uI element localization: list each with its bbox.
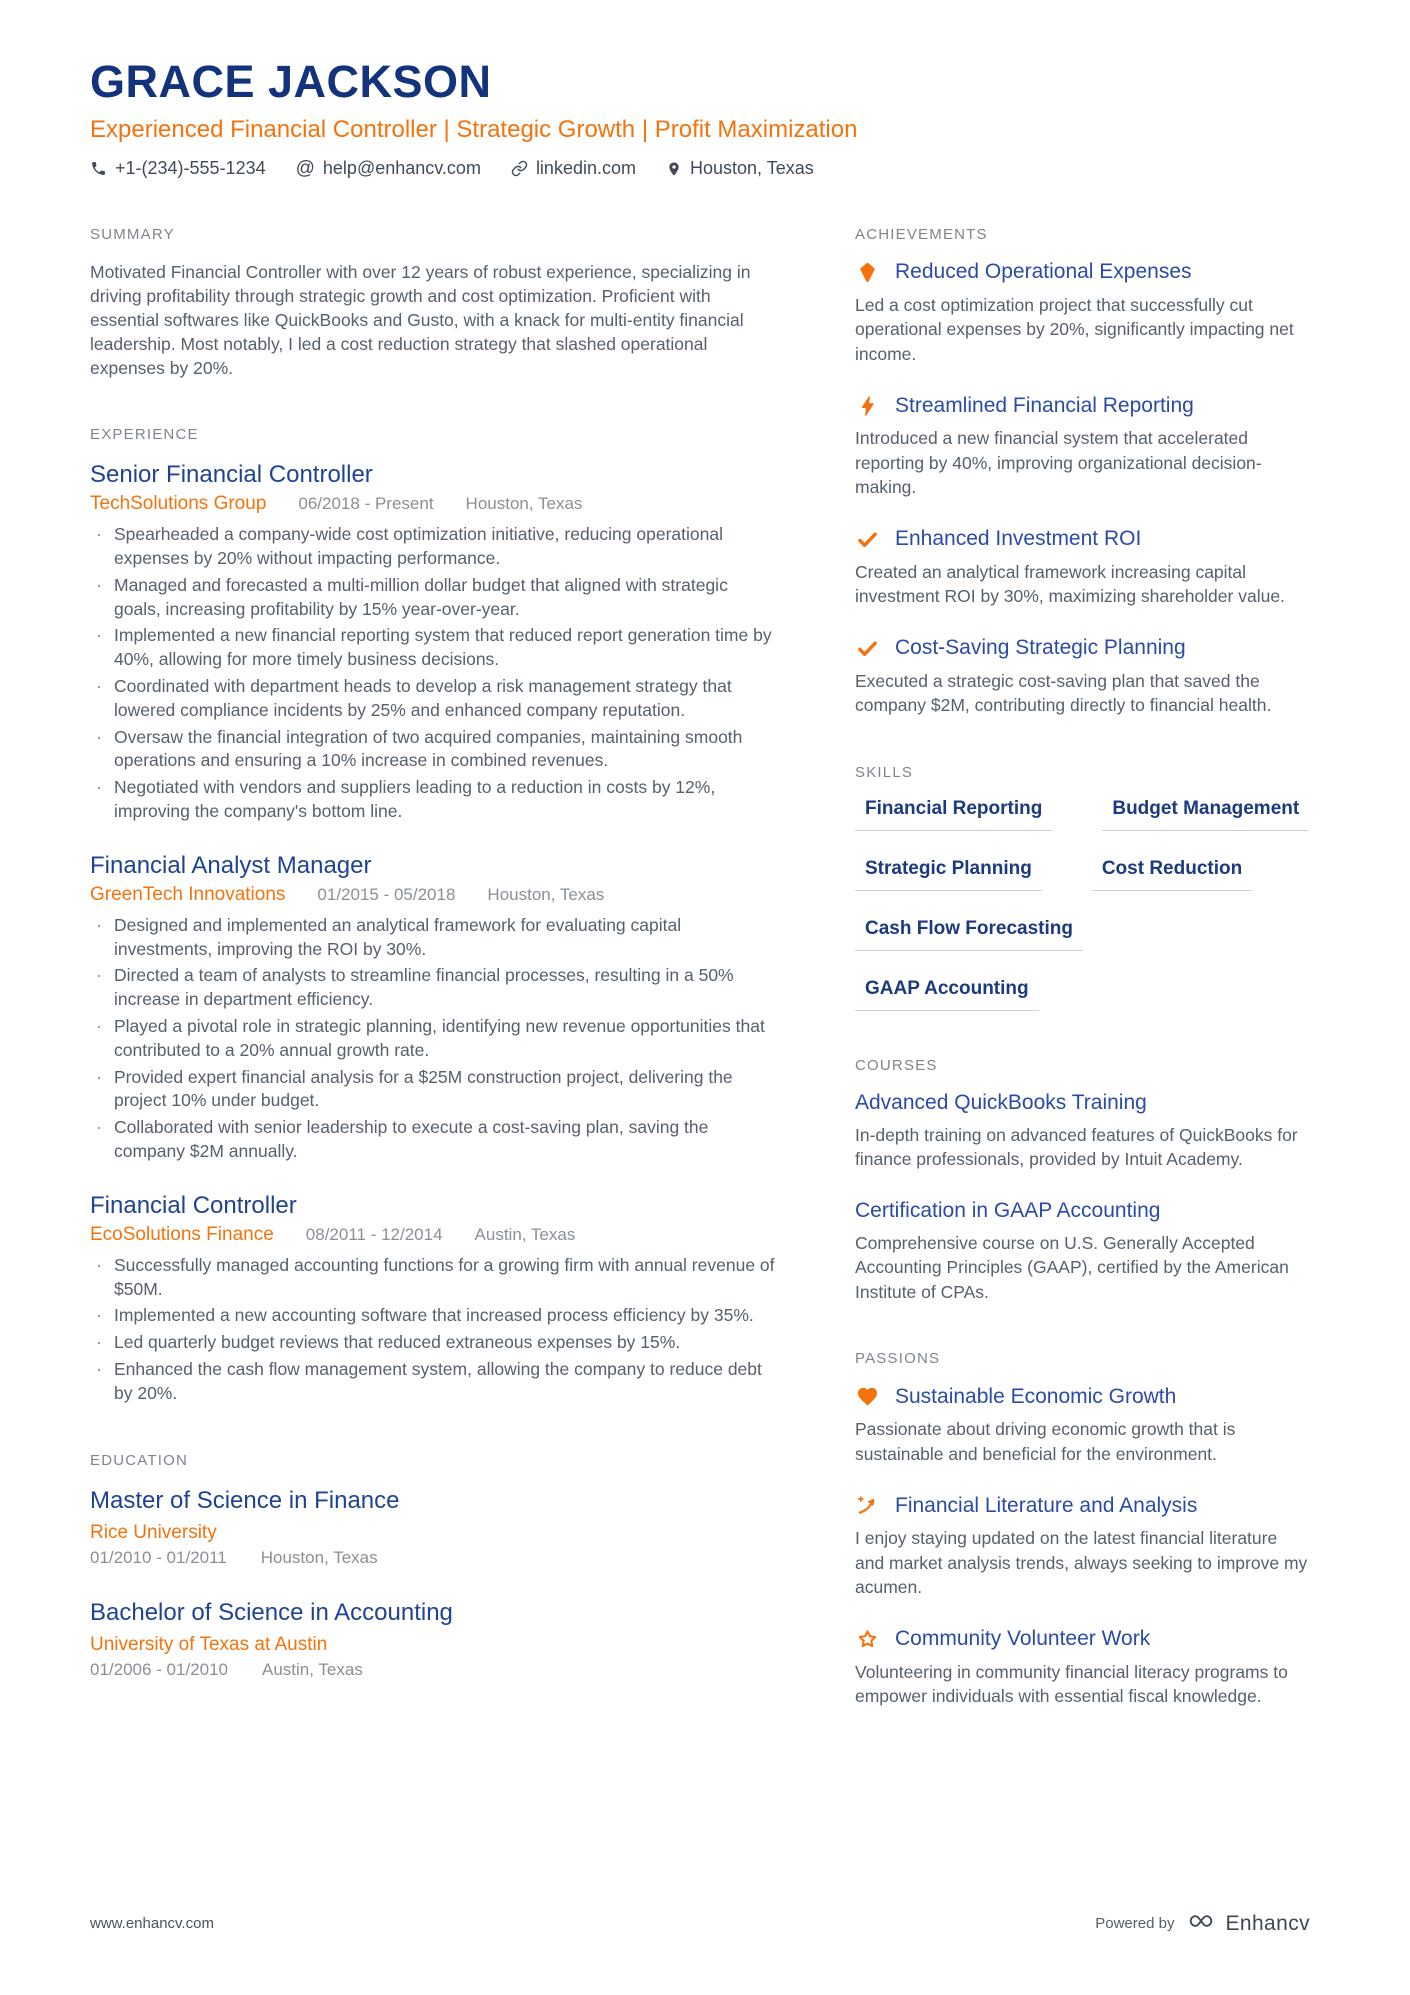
skills-list bbox=[855, 798, 1310, 1011]
education-entry bbox=[90, 1486, 777, 1568]
job-bullet: · Managed and forecasted a multi-million dollar budget that aligned with strategic goals, increasing profitability by 15% year-over-year. bbox=[90, 574, 777, 622]
experience-section bbox=[90, 426, 777, 1405]
achievements-label: ACHIEVEMENTS bbox=[855, 225, 988, 243]
achievement-item bbox=[855, 527, 1310, 609]
passion-title: Financial Literature and Analysis bbox=[895, 1493, 1198, 1517]
email-address: help@enhancv.com bbox=[322, 158, 481, 179]
skill-tag: Cost Reduction bbox=[1092, 858, 1252, 891]
course-title: Advanced QuickBooks Training bbox=[855, 1090, 1147, 1114]
at-icon: @ bbox=[295, 157, 315, 179]
education-label: EDUCATION bbox=[90, 1451, 189, 1469]
job-meta bbox=[90, 884, 777, 906]
achievement-text: Introduced a new financial system that accelerated reporting by 40%, improving organizational decision-making. bbox=[855, 428, 1262, 498]
company-name: TechSolutions Group bbox=[90, 493, 267, 515]
school-dates: 01/2006 - 01/2010 bbox=[90, 1659, 229, 1679]
education-section bbox=[90, 1452, 777, 1680]
gem-icon bbox=[855, 260, 880, 285]
achievement-title: Streamlined Financial Reporting bbox=[895, 393, 1194, 417]
passions-label: PASSIONS bbox=[855, 1350, 941, 1368]
check-icon bbox=[855, 636, 880, 661]
job-dates: 06/2018 - Present bbox=[298, 494, 434, 514]
school-name: Rice University bbox=[90, 1521, 217, 1543]
course-title: Certification in GAAP Accounting bbox=[855, 1198, 1161, 1222]
degree-title: Master of Science in Finance bbox=[90, 1486, 400, 1514]
company-name: EcoSolutions Finance bbox=[90, 1223, 274, 1245]
passion-text: Volunteering in community financial literacy programs to empower individuals with essential fiscal knowledge. bbox=[855, 1661, 1288, 1707]
passion-title: Sustainable Economic Growth bbox=[895, 1384, 1177, 1408]
achievement-text: Executed a strategic cost-saving plan that saved the company $2M, contributing directly to financial health. bbox=[855, 670, 1272, 716]
school-name: University of Texas at Austin bbox=[90, 1633, 328, 1655]
phone-contact[interactable] bbox=[90, 158, 266, 179]
course-item bbox=[855, 1199, 1310, 1305]
courses-section bbox=[855, 1057, 1310, 1305]
achievement-title: Reduced Operational Expenses bbox=[895, 260, 1192, 284]
job-meta bbox=[90, 493, 777, 515]
page-footer bbox=[0, 1908, 1410, 1995]
passion-item bbox=[855, 1627, 1310, 1709]
education-entry bbox=[90, 1598, 777, 1680]
job-bullet: · Led quarterly budget reviews that reduced extraneous expenses by 15%. bbox=[90, 1331, 777, 1355]
job-meta bbox=[90, 1224, 777, 1246]
trending-arrow-icon bbox=[855, 1493, 880, 1518]
passion-text: Passionate about driving economic growth that is sustainable and beneficial for the environment. bbox=[855, 1419, 1236, 1464]
achievement-item bbox=[855, 260, 1310, 367]
lightning-icon bbox=[855, 393, 880, 418]
job-bullet: · Collaborated with senior leadership to execute a cost-saving plan, saving the company $2M annually. bbox=[90, 1116, 777, 1164]
phone-number: +1-(234)-555-1234 bbox=[115, 158, 266, 179]
job-bullet: · Directed a team of analysts to streamline financial processes, resulting in a 50% increase in department efficiency. bbox=[90, 964, 777, 1012]
summary-text: Motivated Financial Controller with over 12 years of robust experience, specializing in driving profitability through strategic growth and cost optimization. Proficient with essential softwares like QuickBooks and Gusto, with a knack for multi-entity financial leadership. Most notably, I led a cost reduction strategy that slashed operational expenses by 20%. bbox=[90, 261, 751, 379]
achievement-item bbox=[855, 636, 1310, 718]
job-dates: 01/2015 - 05/2018 bbox=[317, 884, 456, 904]
job-bullet-list bbox=[90, 914, 777, 1164]
job-bullet: · Negotiated with vendors and suppliers leading to a reduction in costs by 12%, improving the company's bottom line. bbox=[90, 776, 777, 824]
powered-by[interactable] bbox=[1095, 1908, 1310, 1939]
school-location: Houston, Texas bbox=[260, 1547, 378, 1567]
linkedin-contact[interactable] bbox=[511, 158, 636, 179]
job-title: Financial Analyst Manager bbox=[90, 851, 372, 879]
job-location: Austin, Texas bbox=[474, 1224, 576, 1244]
phone-icon bbox=[90, 160, 107, 177]
linkedin-url: linkedin.com bbox=[535, 158, 636, 179]
skill-tag: Cash Flow Forecasting bbox=[855, 918, 1083, 951]
job-title: Financial Controller bbox=[90, 1191, 297, 1219]
passion-title: Community Volunteer Work bbox=[895, 1627, 1151, 1651]
location-text: Houston, Texas bbox=[689, 158, 814, 179]
school-meta bbox=[90, 1548, 777, 1568]
job-entry bbox=[90, 460, 777, 824]
school-dates: 01/2010 - 01/2011 bbox=[90, 1547, 227, 1567]
email-contact[interactable] bbox=[296, 158, 481, 180]
main-column bbox=[90, 226, 777, 1755]
job-bullet-list bbox=[90, 1254, 777, 1406]
job-bullet: · Provided expert financial analysis for a $25M construction project, delivering the project 10% under budget. bbox=[90, 1066, 777, 1114]
check-icon bbox=[855, 527, 880, 552]
enhancv-logo-icon bbox=[1184, 1908, 1218, 1939]
passion-item bbox=[855, 1493, 1310, 1600]
resume-header bbox=[90, 58, 1310, 180]
job-dates: 08/2011 - 12/2014 bbox=[305, 1224, 443, 1244]
summary-label: SUMMARY bbox=[90, 225, 175, 243]
course-text: Comprehensive course on U.S. Generally Accepted Accounting Principles (GAAP), certified by the American Institute of CPAs. bbox=[855, 1232, 1289, 1302]
contact-row bbox=[90, 158, 1310, 180]
achievement-title: Enhanced Investment ROI bbox=[895, 527, 1142, 551]
courses-label: COURSES bbox=[855, 1056, 938, 1074]
sidebar-column bbox=[855, 226, 1310, 1755]
job-entry bbox=[90, 851, 777, 1164]
course-item bbox=[855, 1091, 1310, 1172]
degree-title: Bachelor of Science in Accounting bbox=[90, 1598, 453, 1626]
achievement-text: Created an analytical framework increasing capital investment ROI by 30%, maximizing shareholder value. bbox=[855, 561, 1285, 607]
job-bullet: · Coordinated with department heads to develop a risk management strategy that lowered compliance incidents by 25% and enhanced company reputation. bbox=[90, 675, 777, 723]
location-contact bbox=[666, 158, 814, 179]
job-title: Senior Financial Controller bbox=[90, 461, 373, 489]
job-bullet: · Played a pivotal role in strategic planning, identifying new revenue opportunities that contributed to a 20% annual growth rate. bbox=[90, 1015, 777, 1063]
skill-tag: Financial Reporting bbox=[855, 798, 1052, 831]
heart-icon bbox=[855, 1384, 880, 1409]
experience-label: EXPERIENCE bbox=[90, 426, 199, 444]
footer-website-link[interactable]: www.enhancv.com bbox=[90, 1915, 214, 1932]
job-bullet: · Successfully managed accounting functions for a growing firm with annual revenue of $50M. bbox=[90, 1254, 777, 1302]
achievement-item bbox=[855, 393, 1310, 500]
location-icon bbox=[666, 161, 682, 177]
link-icon bbox=[511, 160, 528, 177]
candidate-name: GRACE JACKSON bbox=[90, 56, 492, 107]
skills-section bbox=[855, 764, 1310, 1011]
job-bullet: · Designed and implemented an analytical framework for evaluating capital investments, improving the ROI by 30%. bbox=[90, 914, 777, 962]
candidate-headline: Experienced Financial Controller | Strategic Growth | Profit Maximization bbox=[90, 115, 858, 143]
school-location: Austin, Texas bbox=[262, 1659, 363, 1679]
brand-wordmark: Enhancv bbox=[1225, 1911, 1310, 1935]
job-entry bbox=[90, 1191, 777, 1406]
passion-item bbox=[855, 1384, 1310, 1466]
passions-section bbox=[855, 1350, 1310, 1709]
company-name: GreenTech Innovations bbox=[90, 883, 286, 905]
job-bullet: · Enhanced the cash flow management system, allowing the company to reduce debt by 20%. bbox=[90, 1358, 777, 1406]
job-bullet: · Spearheaded a company-wide cost optimization initiative, reducing operational expenses by 20% without impacting performance. bbox=[90, 523, 777, 571]
job-location: Houston, Texas bbox=[487, 884, 605, 904]
skills-label: SKILLS bbox=[855, 763, 914, 781]
star-icon bbox=[855, 1627, 880, 1652]
achievement-title: Cost-Saving Strategic Planning bbox=[895, 636, 1186, 660]
school-meta bbox=[90, 1660, 777, 1680]
course-text: In-depth training on advanced features of QuickBooks for finance professionals, provided by Intuit Academy. bbox=[855, 1124, 1298, 1170]
powered-by-label: Powered by bbox=[1095, 1915, 1175, 1932]
achievement-text: Led a cost optimization project that successfully cut operational expenses by 20%, significantly impacting net income. bbox=[855, 294, 1294, 364]
job-location: Houston, Texas bbox=[465, 494, 583, 514]
job-bullet: · Implemented a new financial reporting system that reduced report generation time by 40%, allowing for more timely business decisions. bbox=[90, 624, 777, 672]
skill-tag: Budget Management bbox=[1102, 798, 1309, 831]
skill-tag: Strategic Planning bbox=[855, 858, 1042, 891]
passion-text: I enjoy staying updated on the latest financial literature and market analysis trends, always seeking to improve my acumen. bbox=[855, 1528, 1308, 1598]
summary-section bbox=[90, 226, 777, 381]
job-bullet-list bbox=[90, 523, 777, 824]
skill-tag: GAAP Accounting bbox=[855, 978, 1039, 1011]
job-bullet: · Oversaw the financial integration of two acquired companies, maintaining smooth operations and ensuring a 10% increase in combined revenues. bbox=[90, 726, 777, 774]
job-bullet: · Implemented a new accounting software that increased process efficiency by 35%. bbox=[90, 1304, 777, 1328]
achievements-section bbox=[855, 226, 1310, 718]
